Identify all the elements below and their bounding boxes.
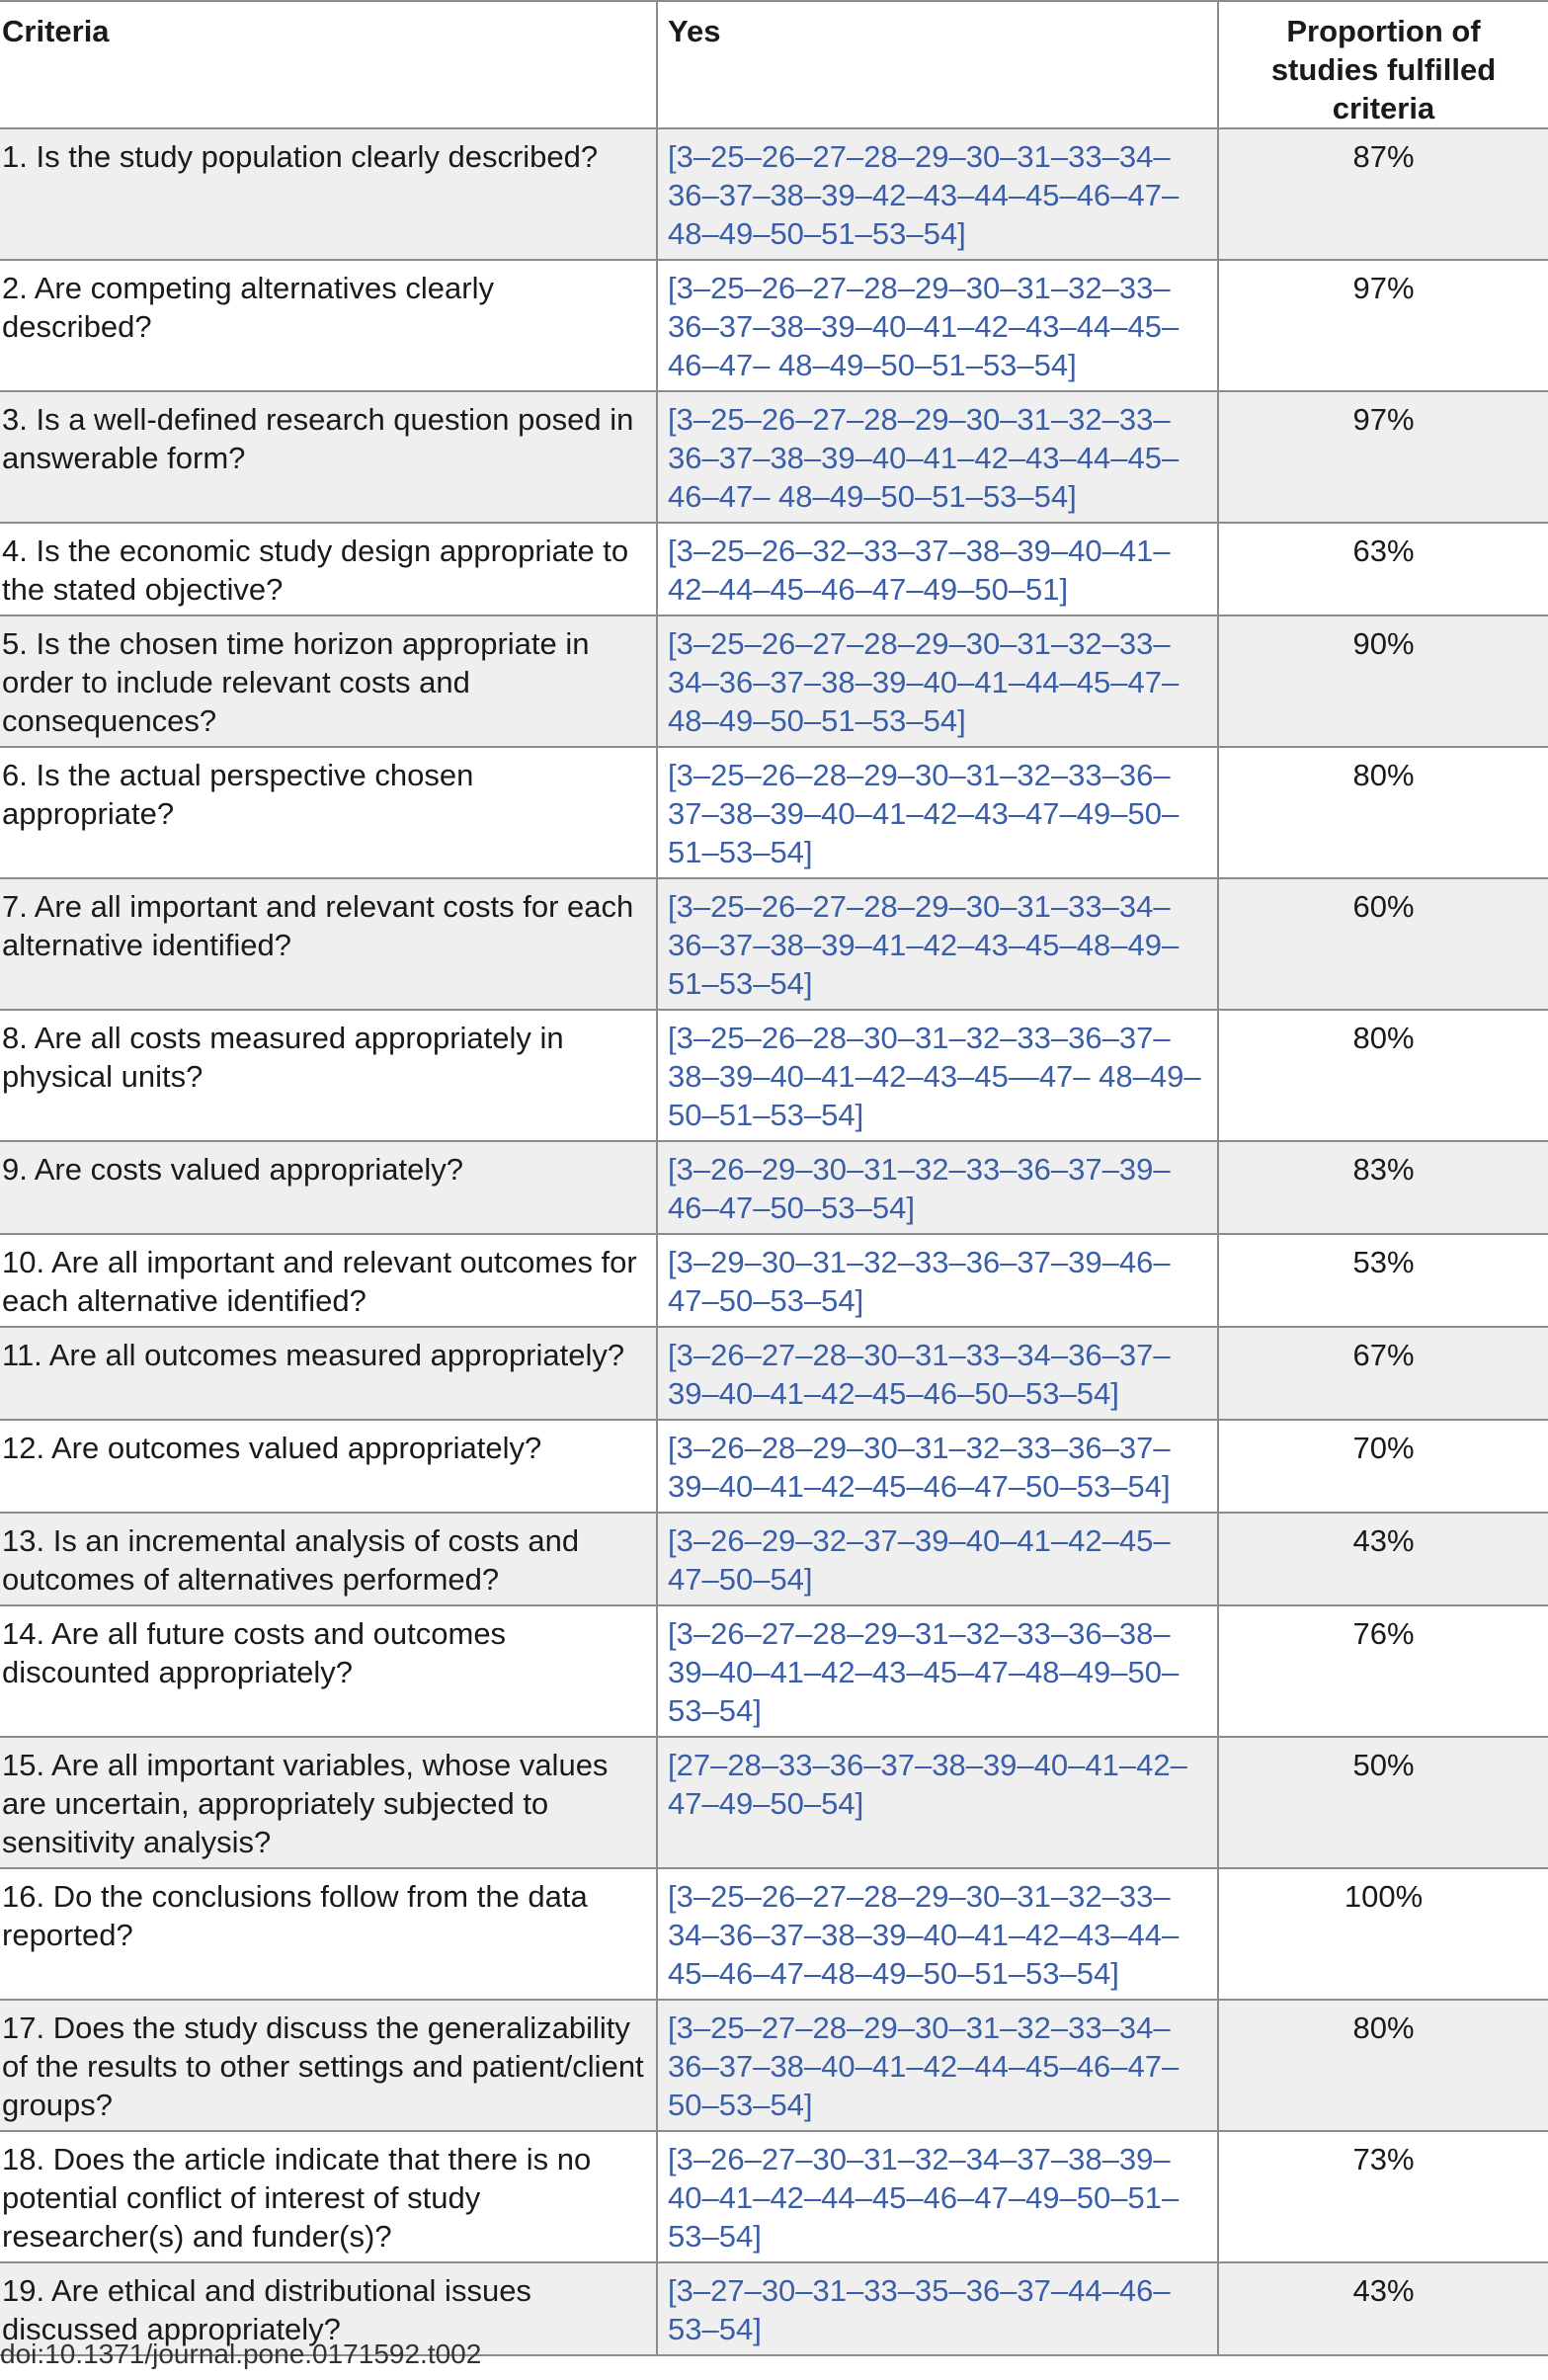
proportion-cell: 50% bbox=[1218, 1737, 1548, 1868]
reference-cell bbox=[657, 128, 1218, 260]
reference-cell bbox=[657, 1513, 1218, 1605]
criterion-cell: 11. Are all outcomes measured appropriately? bbox=[0, 1327, 657, 1420]
reference-cell bbox=[657, 523, 1218, 616]
reference-links[interactable]: [3–26–28–29–30–31–32–33–36–37–39–40–41–42–45–46–47–50–53–54] bbox=[668, 1431, 1171, 1504]
reference-cell bbox=[657, 391, 1218, 523]
proportion-cell: 87% bbox=[1218, 128, 1548, 260]
proportion-cell: 97% bbox=[1218, 391, 1548, 523]
reference-links[interactable]: [3–25–26–28–29–30–31–32–33–36–37–38–39–40–41–42–43–47–49–50–51–53–54] bbox=[668, 758, 1180, 869]
proportion-cell: 80% bbox=[1218, 2000, 1548, 2131]
table-row bbox=[0, 523, 1548, 616]
proportion-cell: 90% bbox=[1218, 616, 1548, 747]
reference-links[interactable]: [3–25–26–28–30–31–32–33–36–37–38–39–40–41–42–43–45—47– 48–49–50–51–53–54] bbox=[668, 1021, 1201, 1132]
table-header-row bbox=[0, 1, 1548, 128]
proportion-cell: 97% bbox=[1218, 260, 1548, 391]
reference-links[interactable]: [3–26–29–30–31–32–33–36–37–39–46–47–50–53–54] bbox=[668, 1152, 1171, 1225]
table-row bbox=[0, 1513, 1548, 1605]
proportion-cell: 43% bbox=[1218, 2262, 1548, 2355]
reference-cell bbox=[657, 1605, 1218, 1737]
reference-cell bbox=[657, 2131, 1218, 2262]
reference-cell bbox=[657, 1141, 1218, 1234]
reference-cell bbox=[657, 878, 1218, 1010]
reference-cell bbox=[657, 2262, 1218, 2355]
table-row bbox=[0, 391, 1548, 523]
reference-cell bbox=[657, 1010, 1218, 1141]
table-row bbox=[0, 747, 1548, 878]
criterion-cell: 15. Are all important variables, whose values are uncertain, appropriately subjected to sensitivity analysis? bbox=[0, 1737, 657, 1868]
table-row bbox=[0, 2131, 1548, 2262]
table-row bbox=[0, 260, 1548, 391]
proportion-cell: 70% bbox=[1218, 1420, 1548, 1513]
reference-links[interactable]: [3–27–30–31–33–35–36–37–44–46–53–54] bbox=[668, 2273, 1171, 2346]
criterion-cell: 7. Are all important and relevant costs for each alternative identified? bbox=[0, 878, 657, 1010]
table-row bbox=[0, 1327, 1548, 1420]
criterion-cell: 6. Is the actual perspective chosen appropriate? bbox=[0, 747, 657, 878]
criterion-cell: 2. Are competing alternatives clearly described? bbox=[0, 260, 657, 391]
criterion-cell: 4. Is the economic study design appropriate to the stated objective? bbox=[0, 523, 657, 616]
proportion-cell: 83% bbox=[1218, 1141, 1548, 1234]
table-row bbox=[0, 128, 1548, 260]
table-row bbox=[0, 1868, 1548, 2000]
reference-links[interactable]: [3–25–26–27–28–29–30–31–33–34–36–37–38–39–41–42–43–45–48–49–51–53–54] bbox=[668, 889, 1180, 1001]
reference-links[interactable]: [3–25–27–28–29–30–31–32–33–34–36–37–38–40–41–42–44–45–46–47–50–53–54] bbox=[668, 2011, 1180, 2122]
reference-links[interactable]: [3–26–27–28–29–31–32–33–36–38–39–40–41–42–43–45–47–48–49–50–53–54] bbox=[668, 1616, 1180, 1728]
criterion-cell: 19. Are ethical and distributional issues discussed appropriately? bbox=[0, 2262, 657, 2355]
doi-caption: doi:10.1371/journal.pone.0171592.t002 bbox=[0, 2339, 482, 2369]
reference-links[interactable]: [3–25–26–27–28–29–30–31–32–33–34–36–37–38–39–40–41–42–43–44–45–46–47–48–49–50–51–53–54] bbox=[668, 1879, 1180, 1991]
proportion-cell: 80% bbox=[1218, 1010, 1548, 1141]
criterion-cell: 12. Are outcomes valued appropriately? bbox=[0, 1420, 657, 1513]
header-proportion: Proportion of studies fulfilled criteria bbox=[1218, 1, 1548, 128]
reference-links[interactable]: [3–25–26–27–28–29–30–31–32–33–36–37–38–39–40–41–42–43–44–45–46–47– 48–49–50–51–53–54] bbox=[668, 271, 1180, 382]
table-row bbox=[0, 1737, 1548, 1868]
reference-links[interactable]: [3–25–26–32–33–37–38–39–40–41–42–44–45–46–47–49–50–51] bbox=[668, 533, 1171, 607]
table-row bbox=[0, 1420, 1548, 1513]
criterion-cell: 10. Are all important and relevant outcomes for each alternative identified? bbox=[0, 1234, 657, 1327]
criterion-cell: 1. Is the study population clearly described? bbox=[0, 128, 657, 260]
proportion-cell: 53% bbox=[1218, 1234, 1548, 1327]
proportion-cell: 73% bbox=[1218, 2131, 1548, 2262]
criterion-cell: 9. Are costs valued appropriately? bbox=[0, 1141, 657, 1234]
criterion-cell: 13. Is an incremental analysis of costs and outcomes of alternatives performed? bbox=[0, 1513, 657, 1605]
reference-cell bbox=[657, 2000, 1218, 2131]
table-row bbox=[0, 1605, 1548, 1737]
table-row bbox=[0, 1234, 1548, 1327]
reference-links[interactable]: [3–25–26–27–28–29–30–31–32–33–36–37–38–39–40–41–42–43–44–45–46–47– 48–49–50–51–53–54] bbox=[668, 402, 1180, 514]
proportion-cell: 80% bbox=[1218, 747, 1548, 878]
criterion-cell: 17. Does the study discuss the generalizability of the results to other settings and patient/client groups? bbox=[0, 2000, 657, 2131]
header-yes: Yes bbox=[657, 1, 1218, 128]
reference-cell bbox=[657, 1737, 1218, 1868]
header-criteria: Criteria bbox=[0, 1, 657, 128]
table-row bbox=[0, 616, 1548, 747]
proportion-cell: 43% bbox=[1218, 1513, 1548, 1605]
proportion-cell: 60% bbox=[1218, 878, 1548, 1010]
proportion-cell: 76% bbox=[1218, 1605, 1548, 1737]
proportion-cell: 100% bbox=[1218, 1868, 1548, 2000]
reference-cell bbox=[657, 1234, 1218, 1327]
table-row bbox=[0, 878, 1548, 1010]
reference-links[interactable]: [3–25–26–27–28–29–30–31–32–33–34–36–37–38–39–40–41–44–45–47–48–49–50–51–53–54] bbox=[668, 626, 1180, 738]
reference-links[interactable]: [3–26–29–32–37–39–40–41–42–45–47–50–54] bbox=[668, 1523, 1171, 1597]
criterion-cell: 16. Do the conclusions follow from the data reported? bbox=[0, 1868, 657, 2000]
criterion-cell: 3. Is a well-defined research question posed in answerable form? bbox=[0, 391, 657, 523]
table-row bbox=[0, 1010, 1548, 1141]
reference-links[interactable]: [27–28–33–36–37–38–39–40–41–42–47–49–50–54] bbox=[668, 1748, 1187, 1821]
proportion-cell: 63% bbox=[1218, 523, 1548, 616]
reference-links[interactable]: [3–25–26–27–28–29–30–31–33–34–36–37–38–39–42–43–44–45–46–47–48–49–50–51–53–54] bbox=[668, 139, 1180, 251]
reference-cell bbox=[657, 747, 1218, 878]
table-row bbox=[0, 1141, 1548, 1234]
table-row bbox=[0, 2000, 1548, 2131]
proportion-cell: 67% bbox=[1218, 1327, 1548, 1420]
criterion-cell: 14. Are all future costs and outcomes discounted appropriately? bbox=[0, 1605, 657, 1737]
criterion-cell: 18. Does the article indicate that there is no potential conflict of interest of study researcher(s) and funder(s)? bbox=[0, 2131, 657, 2262]
reference-cell bbox=[657, 1327, 1218, 1420]
criterion-cell: 8. Are all costs measured appropriately in physical units? bbox=[0, 1010, 657, 1141]
reference-cell bbox=[657, 260, 1218, 391]
criterion-cell: 5. Is the chosen time horizon appropriate in order to include relevant costs and consequences? bbox=[0, 616, 657, 747]
reference-links[interactable]: [3–29–30–31–32–33–36–37–39–46–47–50–53–54] bbox=[668, 1245, 1171, 1318]
reference-links[interactable]: [3–26–27–28–30–31–33–34–36–37–39–40–41–42–45–46–50–53–54] bbox=[668, 1338, 1171, 1411]
reference-cell bbox=[657, 1420, 1218, 1513]
reference-cell bbox=[657, 1868, 1218, 2000]
reference-cell bbox=[657, 616, 1218, 747]
reference-links[interactable]: [3–26–27–30–31–32–34–37–38–39–40–41–42–44–45–46–47–49–50–51–53–54] bbox=[668, 2142, 1180, 2254]
